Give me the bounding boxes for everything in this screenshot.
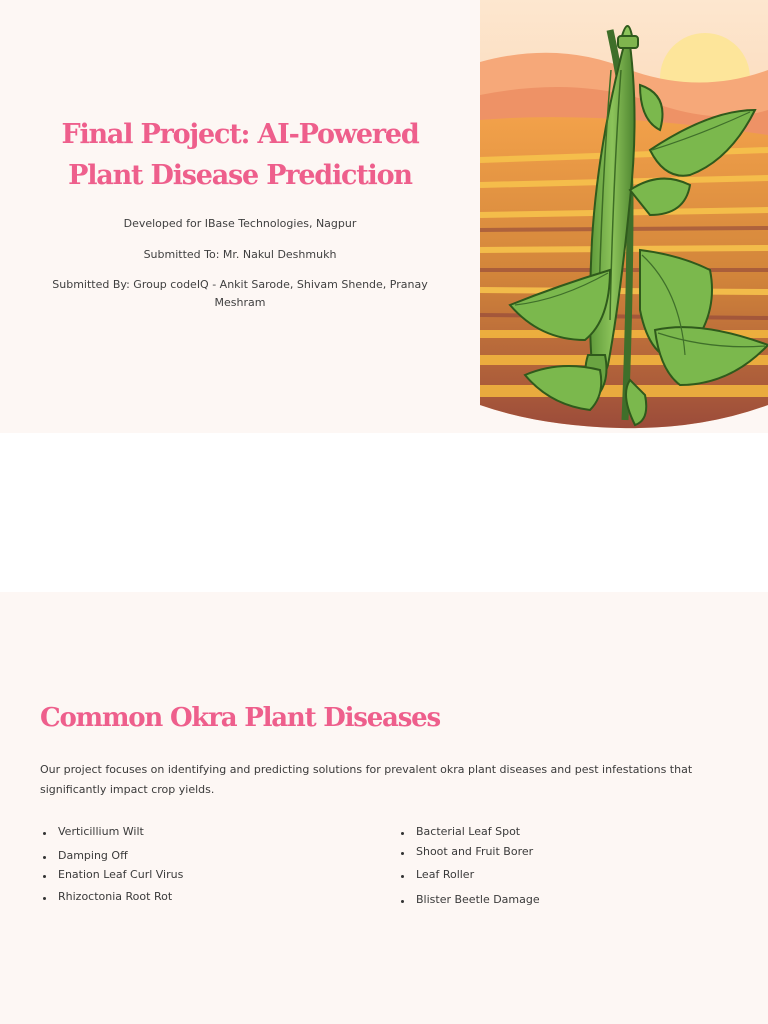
submitted-by: Submitted By: Group codeIQ - Ankit Sarode, Shivam Shende, Pranay Meshram bbox=[52, 278, 428, 309]
slide-gap bbox=[0, 433, 768, 592]
okra-plant-field-illustration bbox=[480, 0, 768, 433]
project-title-line-2: Plant Disease Prediction bbox=[68, 160, 412, 191]
disease-list-right bbox=[398, 825, 698, 915]
list-item: Leaf Roller bbox=[398, 868, 474, 882]
title-slide bbox=[0, 0, 768, 433]
list-item: Bacterial Leaf Spot bbox=[398, 825, 520, 839]
list-item: Verticillium Wilt bbox=[40, 825, 144, 839]
list-item: Blister Beetle Damage bbox=[398, 893, 540, 907]
diseases-heading: Common Okra Plant Diseases bbox=[40, 703, 440, 733]
list-item: Shoot and Fruit Borer bbox=[398, 845, 533, 859]
diseases-intro: Our project focuses on identifying and predicting solutions for prevalent okra plant diseases and pest infestations that significantly impact crop yields. bbox=[40, 763, 693, 796]
disease-list-left bbox=[40, 825, 340, 915]
title-slide-text bbox=[0, 0, 480, 433]
project-title bbox=[30, 114, 450, 196]
submitted-to: Submitted To: Mr. Nakul Deshmukh bbox=[143, 248, 337, 261]
list-item: Damping Off bbox=[40, 849, 128, 863]
developed-for: Developed for IBase Technologies, Nagpur bbox=[123, 217, 357, 230]
list-item: Rhizoctonia Root Rot bbox=[40, 890, 172, 904]
project-title-line-1: Final Project: AI-Powered bbox=[61, 119, 419, 150]
diseases-slide bbox=[0, 592, 768, 1024]
list-item: Enation Leaf Curl Virus bbox=[40, 868, 183, 882]
